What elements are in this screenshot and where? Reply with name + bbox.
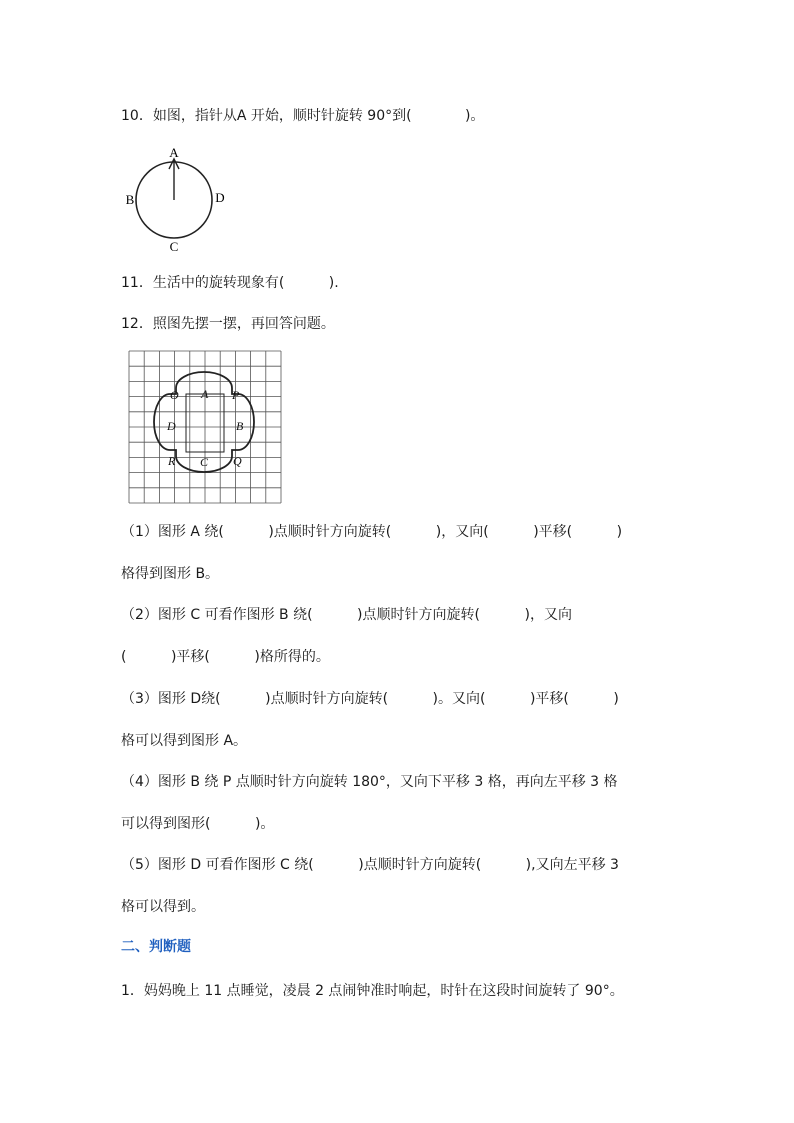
label-top: A xyxy=(169,145,179,160)
q12-sub5-line2: 格可以得到。 xyxy=(121,899,205,915)
point-P: P xyxy=(232,388,240,402)
q12-sub4-line2: 可以得到图形( )。 xyxy=(121,816,275,832)
q12-sub5-line1: （5）图形 D 可看作图形 C 绕( )点顺时针方向旋转( ),又向左平移 3 xyxy=(121,857,619,873)
point-Q: Q xyxy=(233,454,242,468)
section-2-heading: 二、判断题 xyxy=(121,939,191,955)
shape-A: A xyxy=(201,387,209,401)
q12-sub2-line2: ( )平移( )格所得的。 xyxy=(121,649,330,665)
grid-lines xyxy=(129,351,281,503)
q10-circle-figure xyxy=(118,143,232,255)
shape-D: D xyxy=(167,419,176,433)
point-O: O xyxy=(170,388,179,402)
label-right: D xyxy=(215,190,225,205)
q12-grid-figure xyxy=(128,350,282,504)
q12-sub3-line1: （3）图形 D绕( )点顺时针方向旋转( )。又向( )平移( ) xyxy=(121,691,619,707)
label-bottom: C xyxy=(169,239,179,254)
shape-B: B xyxy=(236,419,244,433)
judge-1-text: 1．妈妈晚上 11 点睡觉，凌晨 2 点闹钟准时响起，时针在这段时间旋转了 90°。 xyxy=(121,983,624,999)
question-10-text: 10．如图，指针从A 开始，顺时针旋转 90°到( )。 xyxy=(121,108,485,124)
q12-sub4-line1: （4）图形 B 绕 P 点顺时针方向旋转 180°，又向下平移 3 格，再向左平移 3 格 xyxy=(121,774,618,790)
point-R: R xyxy=(168,454,176,468)
q12-sub1-line1: （1）图形 A 绕( )点顺时针方向旋转( )，又向( )平移( ) xyxy=(121,524,623,540)
shape-C: C xyxy=(200,455,209,469)
question-12-text: 12．照图先摆一摆，再回答问题。 xyxy=(121,316,335,332)
q12-sub3-line2: 格可以得到图形 A。 xyxy=(121,733,248,749)
question-11-text: 11．生活中的旋转现象有( ). xyxy=(121,275,339,291)
label-left: B xyxy=(125,192,135,207)
q12-sub1-line2: 格得到图形 B。 xyxy=(121,566,220,582)
q12-sub2-line1: （2）图形 C 可看作图形 B 绕( )点顺时针方向旋转( )，又向 xyxy=(121,607,572,623)
